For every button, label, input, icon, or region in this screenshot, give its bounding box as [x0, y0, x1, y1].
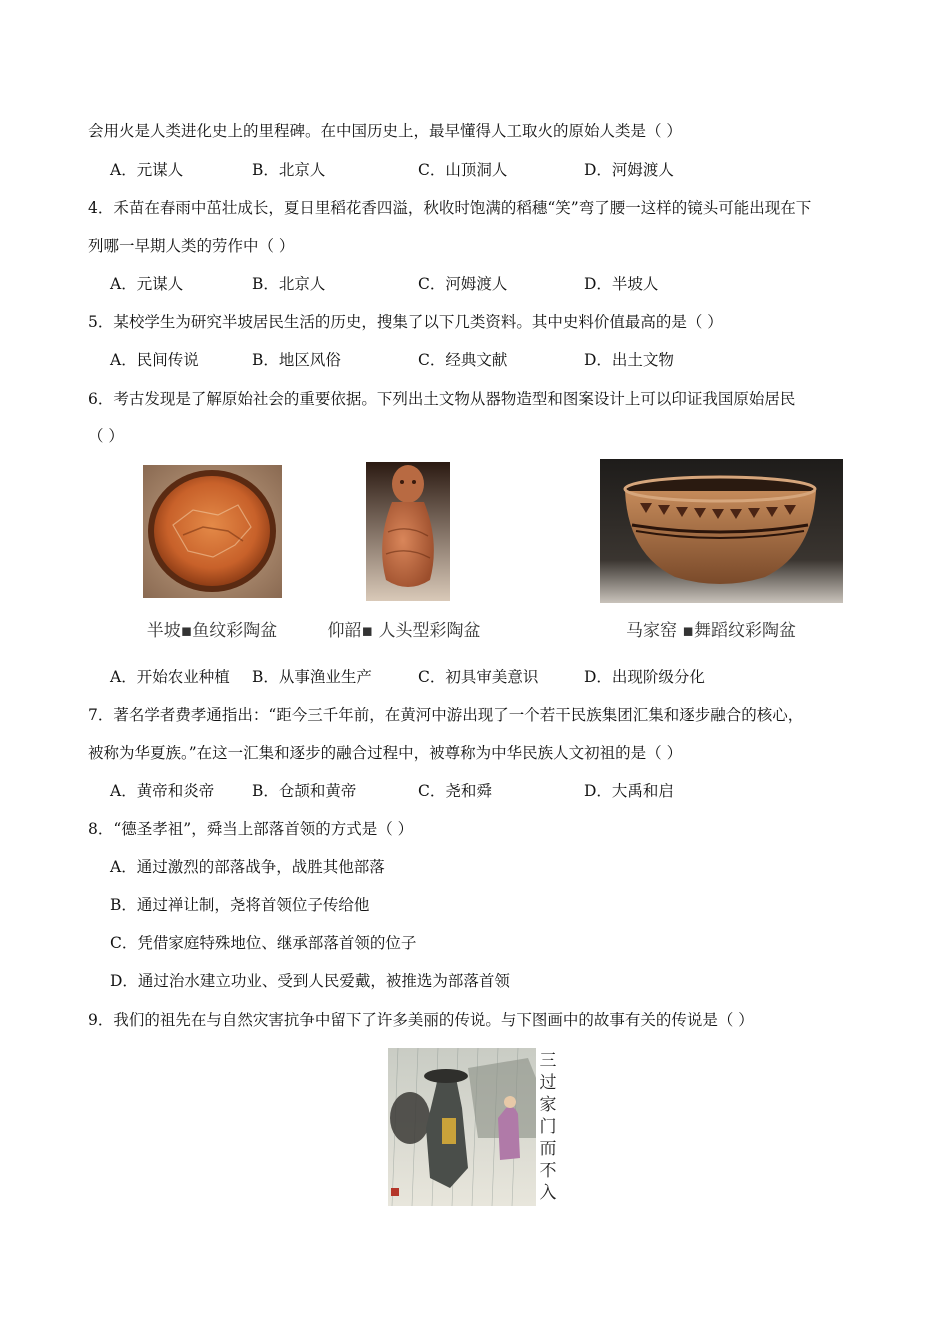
q3-stem: 会用火是人类进化史上的里程碑。在中国历史上，最早懂得人工取火的原始人类是（ ）: [88, 122, 682, 140]
q8-option-c: C．凭借家庭特殊地位、继承部落首领的位子: [110, 934, 417, 952]
q5-option-a: A．民间传说: [110, 351, 199, 369]
q8-option-a: A．通过激烈的部落战争，战胜其他部落: [110, 858, 385, 876]
q6-option-b: B．从事渔业生产: [252, 668, 372, 686]
q3-option-a: A．元谋人: [110, 161, 184, 179]
q6-option-d: D．出现阶级分化: [584, 668, 705, 686]
q6-stem-line1: 6．考古发现是了解原始社会的重要依据。下列出土文物从器物造型和图案设计上可以印证我国原始居民: [88, 390, 796, 408]
q8-stem: 8．“德圣孝祖”，舜当上部落首领的方式是（ ）: [88, 820, 414, 838]
q6-option-a: A．开始农业种植: [110, 668, 230, 686]
dancing-basin-caption: 马家窑 ▪舞蹈纹彩陶盆: [626, 621, 796, 641]
q7-option-a: A．黄帝和炎帝: [110, 782, 215, 800]
q7-option-b: B．仓颉和黄帝: [252, 782, 357, 800]
q7-option-c: C．尧和舜: [418, 782, 492, 800]
q4-stem-line2: 列哪一早期人类的劳作中（ ）: [88, 237, 295, 255]
q4-option-a: A．元谋人: [110, 275, 184, 293]
q9-stem: 9．我们的祖先在与自然灾害抗争中留下了许多美丽的传说。与下图画中的故事有关的传说是（ ）: [88, 1011, 754, 1029]
q6-option-c: C．初具审美意识: [418, 668, 539, 686]
painting-title-char-7: 入: [539, 1183, 557, 1203]
painting-title-char-1: 三: [539, 1051, 557, 1071]
three-times-passing-home-painting: [388, 1048, 536, 1206]
fish-pattern-basin-photo: [143, 465, 282, 598]
q4-option-b: B．北京人: [252, 275, 326, 293]
painting-title-char-3: 家: [539, 1095, 557, 1115]
painting-title-char-5: 而: [539, 1139, 557, 1159]
q8-option-d: D．通过治水建立功业、受到人民爱戴，被推选为部落首领: [110, 972, 510, 990]
q5-option-b: B．地区风俗: [252, 351, 341, 369]
q4-option-c: C．河姆渡人: [418, 275, 508, 293]
q5-option-c: C．经典文献: [418, 351, 508, 369]
q7-stem-line2: 被称为华夏族。”在这一汇集和逐步的融合过程中，被尊称为中华民族人文初祖的是（ ）: [88, 744, 683, 762]
q6-stem-line2: （ ）: [88, 427, 124, 445]
q3-option-c: C．山顶洞人: [418, 161, 508, 179]
q3-option-d: D．河姆渡人: [584, 161, 674, 179]
q7-option-d: D．大禹和启: [584, 782, 674, 800]
q4-option-d: D．半坡人: [584, 275, 659, 293]
q5-option-d: D．出土文物: [584, 351, 674, 369]
painting-title-char-2: 过: [539, 1073, 557, 1093]
q7-stem-line1: 7．著名学者费孝通指出：“距今三千年前，在黄河中游出现了一个若干民族集团汇集和逐步融合的核心，: [88, 706, 804, 724]
dancing-pattern-basin-photo: [600, 459, 843, 603]
human-head-vase-caption: 仰韶▪ 人头型彩陶盆: [327, 621, 481, 641]
painting-title-char-6: 不: [539, 1161, 557, 1181]
q4-stem-line1: 4．禾苗在春雨中茁壮成长，夏日里稻花香四溢，秋收时饱满的稻穗“笑”弯了腰一这样的镜头可能出现在下: [88, 199, 812, 217]
painting-title-char-4: 门: [539, 1117, 557, 1137]
fish-basin-caption: 半坡▪鱼纹彩陶盆: [146, 621, 278, 641]
q3-option-b: B．北京人: [252, 161, 326, 179]
q5-stem: 5．某校学生为研究半坡居民生活的历史，搜集了以下几类资料。其中史料价值最高的是（ ）: [88, 313, 723, 331]
q8-option-b: B．通过禅让制，尧将首领位子传给他: [110, 896, 370, 914]
human-head-vase-photo: [366, 462, 450, 601]
